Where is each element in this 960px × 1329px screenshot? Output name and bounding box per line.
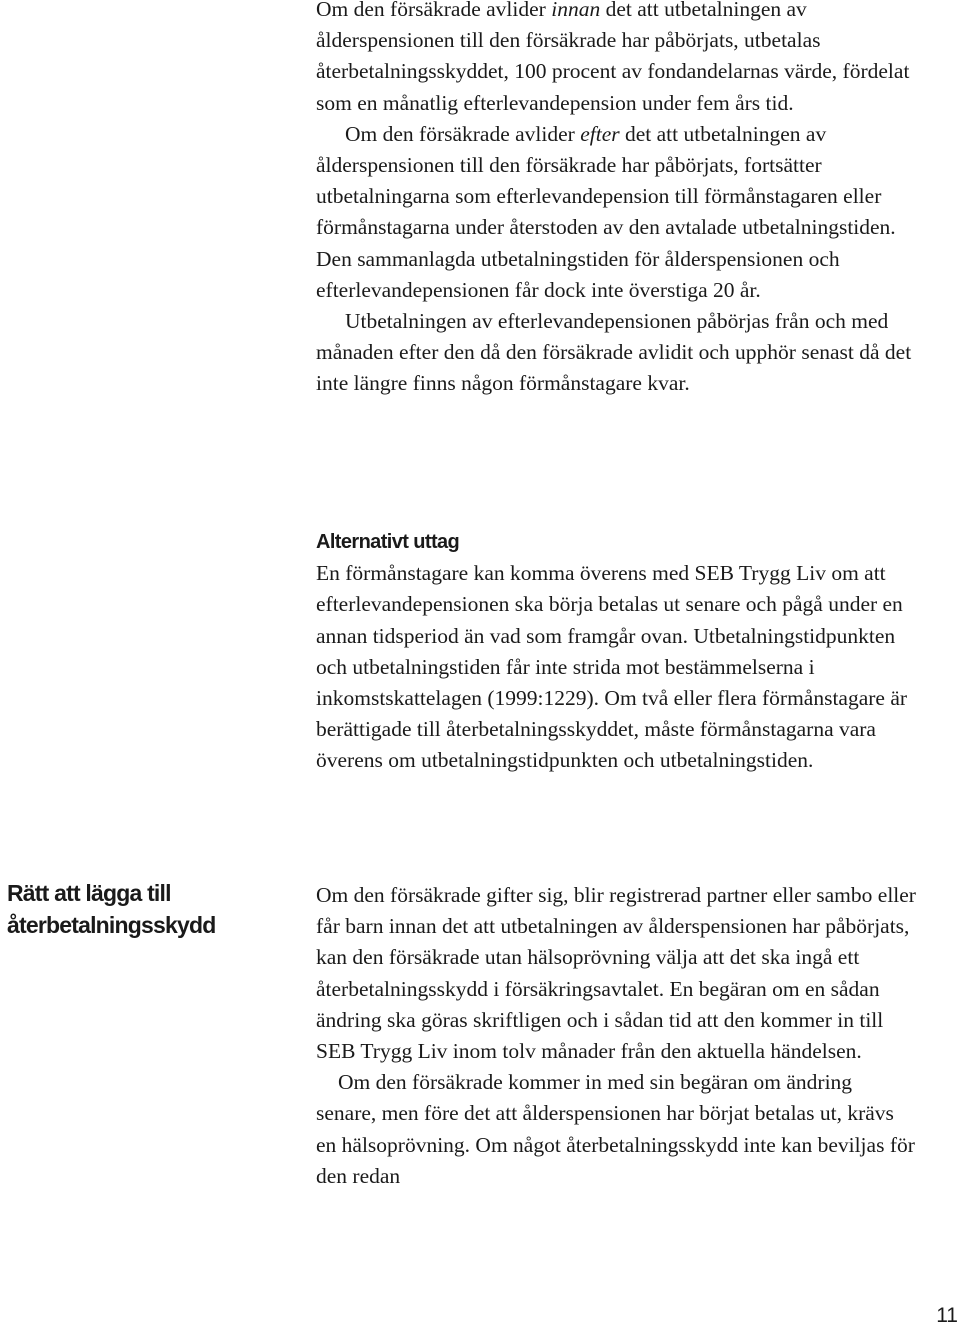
paragraph-text: Om den försäkrade avlider: [316, 0, 552, 21]
paragraph-marriage-change: Om den försäkrade gifter sig, blir registrerad partner eller sambo eller får barn innan det att utbetalningen av ålderspensionen har påbörjats, kan den försäkrade utan hälsoprövning välja att det ska ingå ett återbetalningsskydd i försäkringsavtalet. En begäran om en sådan ändring ska göras skriftligen och i sådan tid att den kommer in till SEB Trygg Liv inom tolv månader från den aktuella händelsen.: [316, 883, 916, 1064]
section-heading-alternativt-uttag: Alternativt uttag: [316, 531, 460, 553]
paragraph-before-start: [316, 0, 916, 119]
paragraph-text: det att utbetalningen av ålderspensionen till den försäkrade har påbörjats, utbetalas återbetalningsskyddet, 100 procent av fondandelarnas värde, fördelat som en månatlig efterlevandepension under fem års tid.: [316, 0, 910, 115]
paragraph-text: Om den försäkrade avlider: [345, 121, 581, 146]
top-section: [316, 0, 916, 400]
side-heading-line: återbetalningsskydd: [7, 912, 216, 938]
paragraph-late-request: Om den försäkrade kommer in med sin begäran om ändring senare, men före det att ålderspensionen har börjat betalas ut, krävs en hälsoprövning. Om något återbetalningsskydd inte kan beviljas för den redan: [316, 1070, 915, 1188]
alternativt-uttag-section: [316, 527, 916, 777]
emphasis-efter: efter: [580, 121, 620, 146]
paragraph-text: det att utbetalningen av ålderspensionen till den försäkrade har påbörjats, fortsätter utbetalningarna som efterlevandepension till förmånstagaren eller förmånstagarna under återstoden av den avtalade utbetalningstiden. Den sammanlagda utbetalningstiden för ålderspensionen och efterlevandepensionen får dock inte överstiga 20 år.: [316, 121, 896, 302]
paragraph-payout-start: Utbetalningen av efterlevandepensionen påbörjas från och med månaden efter den då den försäkrade avlidit och upphör senast då det inte längre finns någon förmånstagare kvar.: [316, 309, 912, 396]
paragraph-after-start: [316, 119, 916, 306]
page-number: 11: [936, 1304, 958, 1327]
ratt-att-lagga-till-section: [316, 880, 916, 1192]
side-heading-line: Rätt att lägga till: [7, 880, 171, 906]
emphasis-innan: innan: [551, 0, 601, 21]
side-heading-ratt-att-lagga-till: [7, 877, 297, 941]
paragraph-alternativt-uttag: En förmånstagare kan komma överens med SEB Trygg Liv om att efterlevandepensionen ska börja betalas ut senare och pågå under en annan tidsperiod än vad som framgår ovan. Utbetalningstidpunkten och utbetalningstiden får inte strida mot bestämmelserna i inkomstskattelagen (1999:1229). Om två eller flera förmånstagare är berättigade till återbetalningsskyddet, måste förmånstagarna vara överens om utbetalningstidpunkten och utbetalningstiden.: [316, 561, 908, 773]
